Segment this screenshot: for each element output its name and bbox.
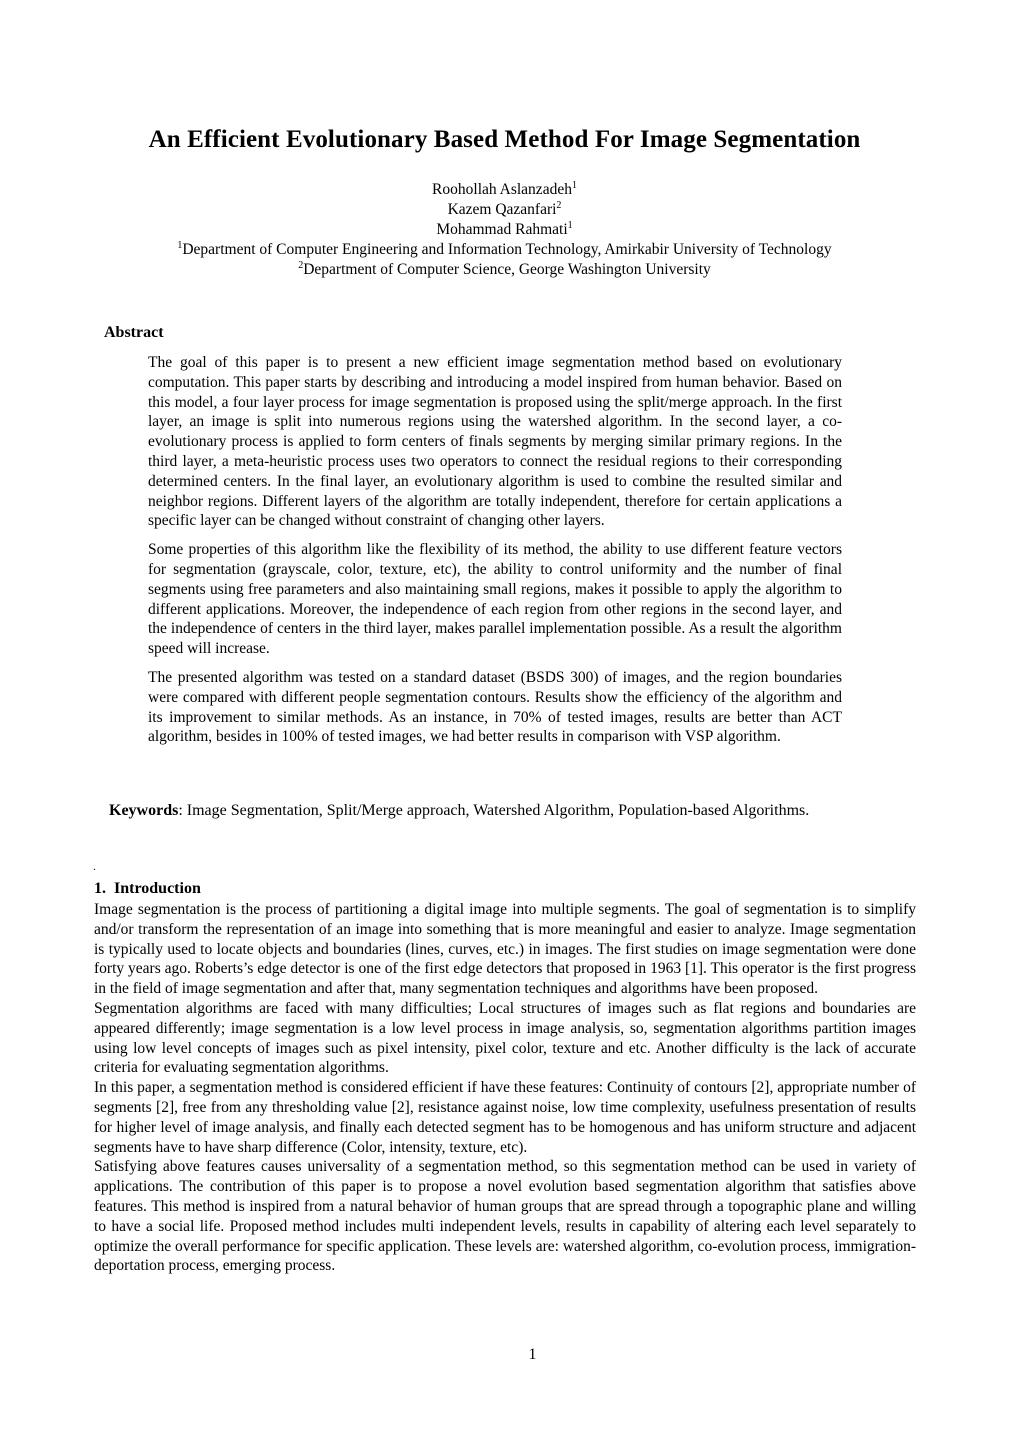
affiliation-line (0, 240, 1009, 260)
affiliation-mark: 2 (556, 199, 562, 211)
paper-title: An Efficient Evolutionary Based Method For Image Segmentation (148, 126, 861, 153)
keywords-text: : Image Segmentation, Split/Merge approach, Watershed Algorithm, Population-based Algorithms. (178, 802, 810, 819)
author-block (0, 180, 1009, 280)
section-number: 1. (94, 880, 106, 897)
introduction-paragraph: Image segmentation is the process of partitioning a digital image into multiple segments. The goal of segmentation is to simplify and/or transform the representation of an image into something that is more meaningful and easier to analyze. Image segmentation is typically used to locate objects and boundaries (lines, curves, etc.) in images. The first studies on image segmentation were done forty years ago. Roberts’s edge detector is one of the first edge detectors that proposed in 1963 [1]. This operator is the first progress in the field of image segmentation and after that, many segmentation techniques and algorithms have been proposed. (94, 901, 916, 998)
section-heading (94, 880, 201, 898)
affiliation-text: Department of Computer Science, George Washington University (303, 261, 711, 278)
abstract-paragraph: Some properties of this algorithm like the flexibility of its method, the ability to use different feature vectors for segmentation (grayscale, color, texture, etc), the ability to control uniformity and the number of final segments using free parameters and also maintaining small regions, makes it possible to apply the algorithm to different applications. Moreover, the independence of each region from other regions in the second layer, and the independence of centers in the third layer, makes parallel implementation possible. As a result the algorithm speed will increase. (148, 541, 842, 658)
author-name: Mohammad Rahmati (436, 221, 568, 238)
affiliation-text: Department of Computer Engineering and Information Technology, Amirkabir University of Technology (182, 241, 832, 258)
affiliation-mark: 1 (177, 239, 183, 251)
author-line (0, 220, 1009, 240)
affiliation-line (0, 260, 1009, 280)
author-line (0, 180, 1009, 200)
introduction-body (94, 900, 916, 1276)
page-number: 1 (528, 1346, 537, 1363)
keywords-label: Keywords (109, 802, 179, 819)
introduction-paragraph: Segmentation algorithms are faced with many difficulties; Local structures of images such as flat regions and boundaries are appeared differently; image segmentation is a low level process in image analysis, so, segmentation algorithms partition images using low level concepts of images such as pixel intensity, pixel color, texture and etc. Another difficulty is the lack of accurate criteria for evaluating segmentation algorithms. (94, 999, 916, 1077)
abstract-paragraph: The goal of this paper is to present a new efficient image segmentation method based on evolutionary computation. This paper starts by describing and introducing a model inspired from human behavior. Based on this model, a four layer process for image segmentation is proposed using the split/merge approach. In the first layer, an image is split into numerous regions using the watershed algorithm. In the second layer, a co-evolutionary process is applied to form centers of finals segments by merging similar primary regions. In the third layer, a meta-heuristic process uses two operators to connect the residual regions to their corresponding determined centers. In the final layer, an evolutionary algorithm is used to combine the resulted similar and neighbor regions. Different layers of the algorithm are totally independent, therefore for certain applications a specific layer can be changed without constraint of changing other layers. (148, 354, 842, 530)
author-line (0, 200, 1009, 220)
affiliation-mark: 2 (298, 259, 304, 271)
abstract-paragraph: The presented algorithm was tested on a standard dataset (BSDS 300) of images, and the region boundaries were compared with different people segmentation contours. Results show the efficiency of the algorithm and its improvement to similar methods. As an instance, in 70% of tested images, results are better than ACT algorithm, besides in 100% of tested images, we had better results in comparison with VSP algorithm. (148, 668, 842, 746)
affiliation-mark: 1 (571, 179, 577, 191)
introduction-paragraph: In this paper, a segmentation method is considered efficient if have these features: Continuity of contours [2], appropriate number of segments [2], free from any thresholding value [2], resistance against noise, low time complexity, usefulness presentation of results for higher level of image analysis, and finally each detected segment has to be homogenous and has uniform structure and adjacent segments have to have sharp difference (Color, intensity, texture, etc). (94, 1079, 916, 1156)
affiliation-mark: 1 (567, 219, 573, 231)
stray-mark: . (93, 859, 96, 873)
author-name: Kazem Qazanfari (447, 201, 557, 218)
section-title: Introduction (114, 880, 201, 897)
introduction-paragraph: Satisfying above features causes universality of a segmentation method, so this segmentation method can be used in variety of applications. The contribution of this paper is to propose a novel evolution based segmentation algorithm that satisfies above features. This method is inspired from a natural behavior of human groups that are spread through a topographic plane and willing to have a social life. Proposed method includes multi independent levels, results in capability of altering each level separately to optimize the overall performance for specific application. These levels are: watershed algorithm, co-evolution process, immigration-deportation process, emerging process. (94, 1158, 916, 1275)
keywords (109, 799, 842, 822)
abstract-heading: Abstract (104, 324, 164, 341)
author-name: Roohollah Aslanzadeh (432, 181, 572, 198)
abstract-body (148, 353, 842, 756)
